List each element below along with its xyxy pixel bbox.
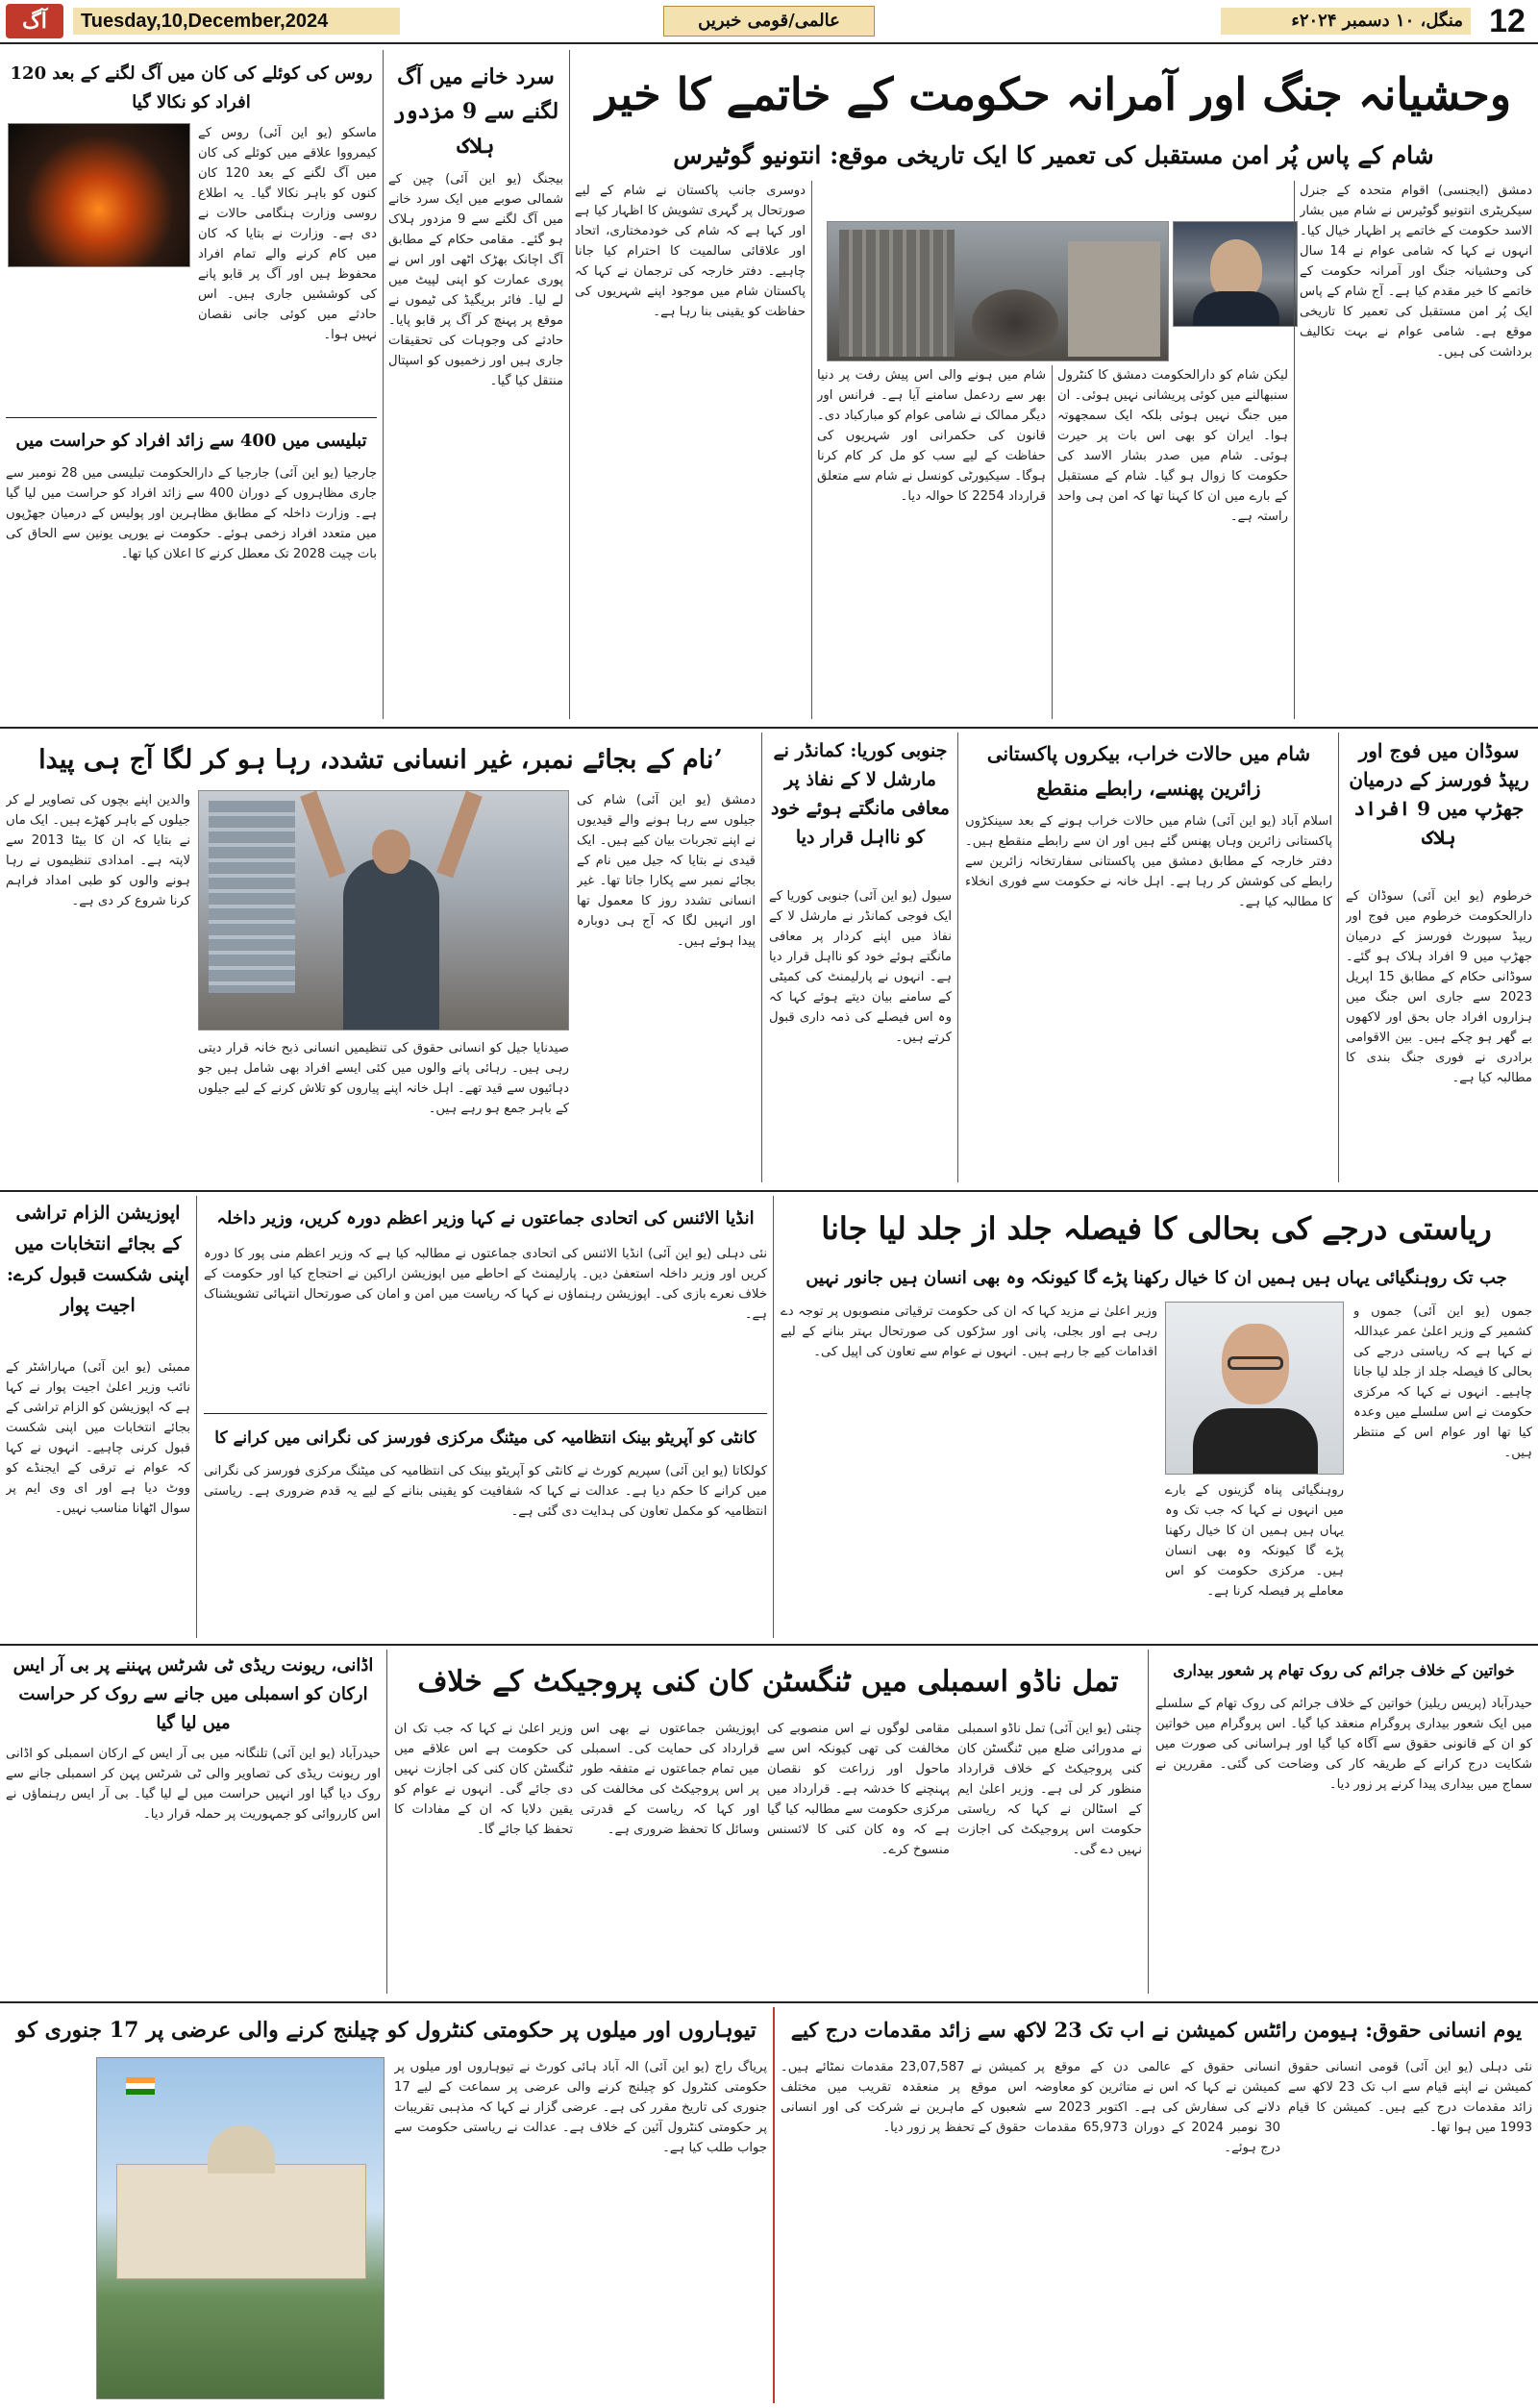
date-urdu: منگل، ۱۰ دسمبر ۲۰۲۴ء <box>1221 8 1471 35</box>
lead-column-2: لیکن شام کو دارالحکومت دمشق کا کنٹرول سنبھالنے میں کوئی پریشانی نہیں ہوئی۔ ان میں جنگ نہیں ہوئی بلکہ ایک سمجھوتہ ہوا۔ ایران کو بھی اس بات پر حیرت ہوئی۔ شام میں صدر بشار الاسد کی حکومت کا زوال ہو گیا۔ شام کے مستقبل کے بارے میں ان کا کہنا تھا کہ امن ہی واحد راستہ ہے۔ <box>1057 368 1288 524</box>
allahabad-headline: تیوہاروں اور میلوں پر حکومتی کنٹرول کو چیلنج کرنے والی عرضی پر 17 جنوری کو <box>16 2018 757 2043</box>
building-left <box>209 801 295 993</box>
pilgrims-headline: شام میں حالات خراب، بیکروں پاکستانی زائرین پھنسے، رابطے منقطع <box>986 742 1311 800</box>
tamilnadu-column-1: چنئی (یو این آئی) تمل ناڈو اسمبلی نے مدورائی ضلع میں ٹنگسٹن کان کنی پروجیکٹ کے خلاف قرارداد منظور کر لی ہے۔ وزیر اعلیٰ ایم کے اسٹالن نے کہا کہ ریاستی حکومت اس پروجیکٹ کی اجازت نہیں دے گی۔ <box>957 1722 1142 1857</box>
russia-headline: روس کی کوئلے کی کان میں آگ لگنے کے بعد 120 افراد کو نکالا گیا <box>10 63 373 112</box>
human-rights-column-3: کمیشن نے 23,07,587 مقدمات نمٹائے ہیں۔ اس موقع پر منعقدہ تقریب میں مختلف شعبوں کے ماہرین نے شرکت کی اور انسانی حقوق کے تحفظ پر زور دیا۔ <box>781 2060 1027 2135</box>
column-rule <box>811 181 812 719</box>
korea-body: سیول (یو این آئی) جنوبی کوریا کے ایک فوجی کمانڈر نے مارشل لا کے نفاذ میں اپنے کردار پر معافی مانگتے ہوئے خود کو نااہل قرار دیا ہے۔ انہوں نے پارلیمنٹ کی کمیٹی کے سامنے بیان دیتے ہوئے کہا کہ وہ اس فیصلے کی ذمہ داری قبول کرتے ہیں۔ <box>769 889 952 1045</box>
tbilisi-headline: تبلیسی میں 400 سے زائد افراد کو حراست میں <box>15 431 367 451</box>
omar-headline: ریاستی درجے کی بحالی کا فیصلہ جلد از جلد لیا جانا <box>821 1210 1492 1247</box>
sudan-body: خرطوم (یو این آئی) سوڈان کے دارالحکومت خرطوم میں فوج اور ریپڈ سپورٹ فورسز کے درمیان جھڑپ میں 9 افراد ہلاک ہو گئے۔ سوڈانی حکام کے مطابق 15 اپریل 2023 سے جاری اس جنگ میں ہزاروں افراد جاں بحق اور لاکھوں بے گھر ہو چکے ہیں۔ بین الاقوامی برادری نے فوری جنگ بندی کا مطالبہ کیا ہے۔ <box>1346 889 1532 1085</box>
tbilisi-body: جارجیا (یو این آئی) جارجیا کے دارالحکومت تبلیسی میں 28 نومبر سے جاری مظاہروں کے دوران 400 سے زائد افراد کو حراست میں لیا گیا ہے۔ وزارت داخلہ کے مطابق مظاہرین اور پولیس کے درمیان جھڑپوں میں متعدد افراد زخمی ہوئے۔ حکومت نے یورپی یونین سے الحاق کی بات چیت 2028 تک معطل کرنے کا اعلان کیا تھا۔ <box>6 466 377 561</box>
tamilnadu-column-4: وزیر اعلیٰ نے کہا کہ جب تک ان کی حکومت ہے اس علاقے میں ٹنگسٹن کان کنی کی اجازت نہیں دی جائے گی۔ انہوں نے عوام کو یقین دلایا کہ ان کے مفادات کا تحفظ کیا جائے گا۔ <box>394 1722 573 1837</box>
page-number: 12 <box>1489 3 1526 39</box>
portrait-figure <box>1210 239 1262 299</box>
column-rule <box>1052 365 1053 719</box>
pawar-headline: اپوزیشن الزام تراشی کے بجائے انتخابات میں اپنی شکست قبول کرے: اجیت پوار <box>6 1203 190 1316</box>
column-rule <box>196 1196 197 1638</box>
column-rule <box>569 50 570 719</box>
lead-column-1: دمشق (ایجنسی) اقوام متحدہ کے جنرل سیکریٹری انتونیو گوٹیرس نے شام میں بشار الاسد حکومت کے خاتمے پر اظہار خیال کیا۔ انہوں نے کہا کہ شامی عوام نے 14 سال کی وحشیانہ جنگ اور آمرانہ حکومت کے خاتمے کا خیر مقدم کیا ہے۔ آج شام کے پاس ایک پُر امن مستقبل کی تعمیر کا تاریخی موقع ہے۔ شامی عوام نے بہت تکالیف برداشت کی ہیں۔ <box>1300 184 1532 360</box>
portrait-glasses <box>1228 1356 1283 1370</box>
prisoners-column-2: صیدنایا جیل کو انسانی حقوق کی تنظیمیں انسانی ذبح خانہ قرار دیتی رہی ہیں۔ رہائی پانے والوں میں کئی ایسے افراد بھی شامل ہیں جو دہائیوں سے قید تھے۔ اہل خانہ اپنے پیاروں کو تلاش کرنے کے لیے جیلوں کے باہر جمع ہو رہے ہیں۔ <box>198 1041 569 1116</box>
column-rule <box>386 1650 387 1994</box>
column-rule <box>1338 732 1339 1182</box>
korea-headline: جنوبی کوریا: کمانڈر نے مارشل لا کے نفاذ پر معافی مانگتے ہوئے خود کو نااہل قرار دیا <box>771 740 950 848</box>
photo-omar-abdullah <box>1165 1302 1344 1475</box>
column-rule <box>773 2007 775 2403</box>
tamilnadu-column-2: مقامی لوگوں نے اس منصوبے کی مخالفت کی تھی کیونکہ اس سے ماحول اور زراعت کو نقصان پہنچنے کا خدشہ ہے۔ قرارداد میں مرکزی حکومت سے مطالبہ کیا گیا ہے کہ وہ کان کنی کا لائسنس منسوخ کرے۔ <box>767 1722 950 1857</box>
lead-column-4: دوسری جانب پاکستان نے شام کے لیے صورتحال پر گہری تشویش کا اظہار کیا ہے اور کہا ہے کہ شام کی خودمختاری، اتحاد اور علاقائی سالمیت کا احترام کیا جانا چاہیے۔ دفتر خارجہ کی ترجمان نے کہا کہ پاکستان شام میں موجود اپنے شہریوں کی حفاظت کو یقینی بنا رہا ہے۔ <box>575 184 806 319</box>
date-english: Tuesday,10,December,2024 <box>73 8 400 35</box>
omar-column-2: روہنگیائی پناہ گزینوں کے بارے میں انہوں نے کہا کہ جب تک وہ یہاں ہیں ہمیں ان کا خیال رکھنا پڑے گا کیونکہ وہ بھی انسان ہیں۔ مرکزی حکومت کو اس معاملے پر فیصلہ کرنا ہے۔ <box>1165 1483 1344 1599</box>
section-divider <box>0 2001 1538 2003</box>
fire-headline: سرد خانے میں آگ لگنے سے 9 مزدور ہلاک <box>392 64 559 159</box>
raised-arm-left <box>300 791 346 879</box>
story-divider <box>6 417 377 418</box>
omar-subheadline: جب تک روہنگیائی یہاں ہیں ہمیں ان کا خیال رکھنا پڑے گا کیونکہ وہ بھی انسان ہیں جانور نہیں <box>806 1268 1507 1288</box>
omar-column-3: وزیر اعلیٰ نے مزید کہا کہ ان کی حکومت ترقیاتی منصوبوں پر توجہ دے رہی ہے اور بجلی، پانی اور سڑکوں کی صورتحال بہتر بنانے کے لیے اقدامات کیے جا رہے ہیں۔ انہوں نے عوام سے تعاون کی اپیل کی۔ <box>781 1304 1157 1359</box>
photo-allahabad-high-court <box>96 2057 384 2399</box>
building-right <box>1068 241 1160 357</box>
women-headline: خواتین کے خلاف جرائم کی روک تھام پر شعور بیداری <box>1173 1661 1515 1679</box>
photo-coal-fire <box>8 123 190 267</box>
section-divider <box>0 1190 1538 1192</box>
lead-headline: وحشیانہ جنگ اور آمرانہ حکومت کے خاتمے کا خیر <box>595 68 1512 120</box>
tamilnadu-column-3: اپوزیشن جماعتوں نے بھی اس قرارداد کی حمایت کی۔ اسمبلی میں تمام جماعتوں نے متفقہ طور پر اس پروجیکٹ کی مخالفت کی اور کہا کہ ریاست کے قدرتی وسائل کا تحفظ ضروری ہے۔ <box>581 1722 759 1837</box>
story-divider <box>204 1413 767 1414</box>
russia-body: ماسکو (یو این آئی) روس کے کیمرووا علاقے میں کوئلے کی کان میں آگ لگنے کے بعد 120 کان کنوں کو باہر نکالا گیا۔ یہ اطلاع روسی وزارت ہنگامی حالات نے دی ہے۔ وزارت نے بتایا کہ کان میں کام کرنے والے تمام افراد محفوظ ہیں اور آگ پر قابو پانے کی کوششیں جاری ہیں۔ اس حادثے میں کوئی جانی نقصان نہیں ہوا۔ <box>198 126 377 342</box>
tamilnadu-headline: تمل ناڈو اسمبلی میں ٹنگسٹن کان کنی پروجیکٹ کے خلاف <box>417 1665 1119 1699</box>
photo-guterres <box>1173 221 1298 327</box>
brs-body: حیدرآباد (یو این آئی) تلنگانہ میں بی آر ایس کے ارکان اسمبلی کو اڈانی اور ریونت ریڈی کی تصاویر والی ٹی شرٹس پہن کر اسمبلی جانے سے روک دیا گیا اور انہیں حراست میں لے لیا گیا۔ بی آر ایس رہنماؤں نے اس کارروائی کو جمہوریت پر حملہ قرار دیا۔ <box>6 1747 381 1822</box>
court-building <box>116 2164 366 2279</box>
newspaper-logo: آگ <box>6 4 63 38</box>
human-rights-column-1: نئی دہلی (یو این آئی) قومی انسانی حقوق کمیشن نے اپنے قیام سے اب تک 23 لاکھ سے زائد مقدمات درج کیے ہیں۔ کمیشن کا قیام 1993 میں ہوا تھا۔ <box>1288 2060 1532 2135</box>
court-headline: کانٹی کو آپریٹو بینک انتظامیہ کی میٹنگ مرکزی فورسز کی نگرانی میں کرانے کا <box>214 1428 757 1448</box>
column-rule <box>957 732 958 1182</box>
alliance-body: نئی دہلی (یو این آئی) انڈیا الائنس کی اتحادی جماعتوں نے مطالبہ کیا ہے کہ وزیر اعظم منی پور کا دورہ کریں اور وزیر داخلہ استعفیٰ دیں۔ پارلیمنٹ کے احاطے میں اپوزیشن اراکین نے احتجاج کیا اور حکومت کے خلاف نعرے بازی کی۔ اپوزیشن رہنماؤں نے کہا کہ ریاست میں امن و امان کی صورتحال انتہائی تشویشناک ہے۔ <box>204 1247 767 1322</box>
alliance-headline: انڈیا الائنس کی اتحادی جماعتوں نے کہا وزیر اعظم دورہ کریں، وزیر داخلہ <box>216 1208 755 1229</box>
pilgrims-body: اسلام آباد (یو این آئی) شام میں حالات خراب ہونے کے بعد سینکڑوں پاکستانی زائرین وہاں پھنس گئے ہیں اور ان سے رابطے منقطع ہیں۔ دفتر خارجہ کے مطابق دمشق میں پاکستانی سفارتخانہ زائرین سے رابطے کی کوشش کر رہا ہے۔ اہل خانہ نے حکومت سے فوری انخلاء کا مطالبہ کیا ہے۔ <box>965 814 1332 909</box>
people-group <box>972 289 1058 357</box>
ruined-building <box>839 230 955 357</box>
photo-damascus-street <box>827 221 1169 361</box>
lead-column-3: شام میں ہونے والی اس پیش رفت پر دنیا بھر سے ردعمل سامنے آیا ہے۔ فرانس اور دیگر ممالک نے شامی عوام کو مبارکباد دی۔ قانون کی حکمرانی اور شہریوں کی حفاظت کے لیے سب کو مل کر کام کرنا ہوگا۔ سیکیورٹی کونسل نے شام سے متعلق قرارداد 2254 کا حوالہ دیا۔ <box>817 368 1046 504</box>
prisoners-column-3: والدین اپنے بچوں کی تصاویر لے کر جیلوں کے باہر کھڑے ہیں۔ ایک ماں نے بتایا کہ ان کا بیٹا 2013 سے لاپتہ ہے۔ امدادی تنظیموں نے رہا ہونے والوں کو طبی امداد فراہم کرنا شروع کر دی ہے۔ <box>6 793 190 908</box>
sudan-headline: سوڈان میں فوج اور ریپڈ فورسز کے درمیان جھڑپ میں 9 افراد ہلاک <box>1349 739 1529 849</box>
allahabad-continued <box>6 2057 90 2401</box>
women-body: حیدرآباد (پریس ریلیز) خواتین کے خلاف جرائم کی روک تھام کے سلسلے میں ایک شعور بیداری پروگرام منعقد کیا گیا۔ اس پروگرام میں خواتین کو ان کے قانونی حقوق سے آگاہ کیا گیا اور ہراسانی کی صورت میں شکایت درج کرانے کے طریقہ کار کی وضاحت کی گئی۔ مقررین نے سماج میں بیداری پیدا کرنے پر زور دیا۔ <box>1155 1697 1532 1792</box>
section-title: عالمی/قومی خبریں <box>663 6 875 37</box>
allahabad-body: پریاگ راج (یو این آئی) الہ آباد ہائی کورٹ نے تیوہاروں اور میلوں پر حکومتی کنٹرول کو چیلنج کرنے والی عرضی پر سماعت کے لیے 17 جنوری کی تاریخ مقرر کی ہے۔ عرضی گزار نے کہا کہ مذہبی تقریبات پر حکومتی کنٹرول آئین کے خلاف ہے۔ عدالت نے ریاستی حکومت سے جواب طلب کیا ہے۔ <box>394 2060 767 2155</box>
celebrating-man <box>343 858 439 1030</box>
prisoners-column-1: دمشق (یو این آئی) شام کی جیلوں سے رہا ہونے والے قیدیوں نے اپنے تجربات بیان کیے ہیں۔ ایک قیدی نے بتایا کہ جیل میں نام کے بجائے نمبر سے پکارا جاتا تھا۔ غیر انسانی تشدد روز کا معمول تھا اور انہیں لگا کہ آج ہی دوبارہ پیدا ہوئے ہیں۔ <box>577 793 756 949</box>
prisoners-headline: ’نام کے بجائے نمبر، غیر انسانی تشدد، رہا ہو کر لگا آج ہی پیدا <box>38 745 723 775</box>
section-divider <box>0 1644 1538 1646</box>
human-rights-headline: یوم انسانی حقوق: ہیومن رائٹس کمیشن نے اب تک 23 لاکھ سے زائد مقدمات درج کیے <box>790 2018 1523 2042</box>
omar-column-1: جموں (یو این آئی) جموں و کشمیر کے وزیر اعلیٰ عمر عبداللہ نے کہا ہے کہ ریاستی درجے کی بحالی کا فیصلہ جلد از جلد لیا جانا چاہیے۔ انہوں نے کہا کہ مرکزی حکومت نے اس سلسلے میں وعدہ کیا تھا اور عوام اس کے منتظر ہیں۔ <box>1353 1304 1532 1460</box>
raised-arm-right <box>436 791 483 879</box>
column-rule <box>383 50 384 719</box>
lead-subheadline: شام کے پاس پُر امن مستقبل کی تعمیر کا ایک تاریخی موقع: انتونیو گوٹیرس <box>673 141 1434 169</box>
man-head <box>372 830 410 874</box>
court-dome <box>208 2125 275 2173</box>
photo-prisoner-celebration <box>198 790 569 1030</box>
human-rights-column-2: انسانی حقوق کے عالمی دن کے موقع پر کمیشن نے کہا کہ اس نے متاثرین کو معاوضہ دلانے کی سفارش کی ہے۔ اکتوبر 2023 سے 30 نومبر 2024 کے دوران 65,973 مقدمات درج ہوئے۔ <box>1034 2060 1280 2155</box>
column-rule <box>761 732 762 1182</box>
masthead <box>0 0 1538 44</box>
column-rule <box>773 1196 774 1638</box>
court-body: کولکاتا (یو این آئی) سپریم کورٹ نے کانٹی کو آپریٹو بینک کی انتظامیہ کی میٹنگ مرکزی فورسز کی نگرانی میں کرانے کا حکم دیا ہے۔ عدالت نے کہا کہ شفافیت کو یقینی بنانے کے لیے یہ قدم ضروری ہے۔ ریاستی انتظامیہ کو مکمل تعاون کی ہدایت دی گئی ہے۔ <box>204 1464 767 1519</box>
section-divider <box>0 727 1538 729</box>
column-rule <box>1294 181 1295 719</box>
portrait-suit <box>1193 291 1279 327</box>
brs-headline: اڈانی، ریونت ریڈی ٹی شرٹس پہننے پر بی آر ایس ارکان کو اسمبلی میں جانے سے روک کر حراست میں لیا گیا <box>12 1655 374 1733</box>
fire-body: بیجنگ (یو این آئی) چین کے شمالی صوبے میں ایک سرد خانے میں آگ لگنے سے 9 مزدور ہلاک ہو گئے۔ مقامی حکام کے مطابق آگ اچانک بھڑک اٹھی اور اس نے پوری عمارت کو اپنی لپیٹ میں لے لیا۔ فائر بریگیڈ کی ٹیموں نے موقع پر پہنچ کر آگ پر قابو پایا۔ حادثے کی وجوہات کی تحقیقات جاری ہیں اور زخمیوں کو اسپتال منتقل کیا گیا۔ <box>388 172 563 388</box>
court-flag <box>126 2077 155 2095</box>
column-rule <box>1148 1650 1149 1994</box>
pawar-body: ممبئی (یو این آئی) مہاراشٹر کے نائب وزیر اعلیٰ اجیت پوار نے کہا ہے کہ اپوزیشن کو الزام تراشی کے بجائے انتخابات میں اپنی شکست قبول کرنی چاہیے۔ انہوں نے کہا کہ عوام نے ترقی کے ایجنڈے کو ووٹ دیا ہے اور ای وی ایم پر سوال اٹھانا مناسب نہیں۔ <box>6 1360 190 1516</box>
portrait-body <box>1193 1408 1318 1475</box>
